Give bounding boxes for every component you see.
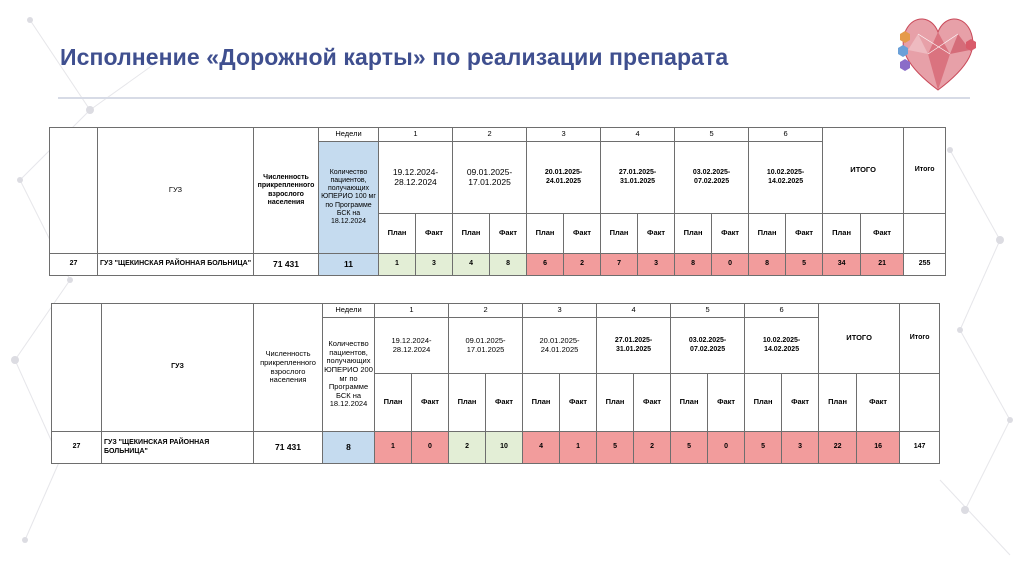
cell-w4-plan: 5 (597, 432, 634, 464)
plan-label: План (453, 214, 490, 254)
cell-w6-plan: 8 (749, 254, 786, 276)
plan-label: План (823, 214, 861, 254)
fact-label: Факт (857, 374, 900, 432)
header-num (50, 128, 98, 254)
cell-w4-fact: 3 (638, 254, 675, 276)
week-number-4: 4 (601, 128, 675, 142)
title-divider (58, 97, 970, 99)
cell-w4-plan: 7 (601, 254, 638, 276)
fact-label: Факт (712, 214, 749, 254)
roadmap-table-200mg (51, 303, 940, 464)
cell-grand-total: 147 (900, 432, 940, 464)
plan-label: План (449, 374, 486, 432)
week-range-2: 09.01.2025- 17.01.2025 (453, 142, 527, 214)
cell-w1-plan: 1 (379, 254, 416, 276)
cell-w1-plan: 1 (375, 432, 412, 464)
fact-label: Факт (490, 214, 527, 254)
fact-label: Факт (708, 374, 745, 432)
fact-label: Факт (786, 214, 823, 254)
week-range-3: 20.01.2025- 24.01.2025 (523, 318, 597, 374)
plan-label: План (527, 214, 564, 254)
plan-label: План (749, 214, 786, 254)
fact-label: Факт (782, 374, 819, 432)
cell-total-plan: 34 (823, 254, 861, 276)
cell-w5-fact: 0 (712, 254, 749, 276)
week-number-3: 3 (523, 304, 597, 318)
week-range-1: 19.12.2024- 28.12.2024 (375, 318, 449, 374)
cell-w2-plan: 2 (449, 432, 486, 464)
plan-label: План (375, 374, 412, 432)
week-range-1: 19.12.2024- 28.12.2024 (379, 142, 453, 214)
cell-w3-fact: 2 (564, 254, 601, 276)
grand-total-blank (900, 374, 940, 432)
week-number-3: 3 (527, 128, 601, 142)
plan-label: План (601, 214, 638, 254)
row-population: 71 431 (254, 254, 319, 276)
header-population: Численность прикрепленного взрослого населения (254, 304, 323, 432)
cell-w1-fact: 3 (416, 254, 453, 276)
header-grand-total: Итого (900, 304, 940, 374)
cell-total-plan: 22 (819, 432, 857, 464)
table-row (52, 432, 940, 464)
plan-label: План (671, 374, 708, 432)
week-number-1: 1 (379, 128, 453, 142)
fact-label: Факт (486, 374, 523, 432)
cell-w2-fact: 8 (490, 254, 527, 276)
header-guz: ГУЗ (102, 304, 254, 432)
header-patients: Количество пациентов, получающих ЮПЕРИО 200 мг по Программе БСК на 18.12.2024 (323, 318, 375, 432)
fact-label: Факт (416, 214, 453, 254)
cell-w5-fact: 0 (708, 432, 745, 464)
plan-label: План (745, 374, 782, 432)
fact-label: Факт (634, 374, 671, 432)
cell-w1-fact: 0 (412, 432, 449, 464)
week-number-4: 4 (597, 304, 671, 318)
cell-w6-fact: 5 (786, 254, 823, 276)
fact-label: Факт (564, 214, 601, 254)
row-guz-name: ГУЗ "ЩЕКИНСКАЯ РАЙОННАЯ БОЛЬНИЦА" (98, 254, 254, 276)
week-number-1: 1 (375, 304, 449, 318)
header-total: ИТОГО (819, 304, 900, 374)
cell-w2-fact: 10 (486, 432, 523, 464)
cell-w5-plan: 5 (671, 432, 708, 464)
cell-w3-fact: 1 (560, 432, 597, 464)
week-number-2: 2 (449, 304, 523, 318)
plan-label: План (379, 214, 416, 254)
cell-w2-plan: 4 (453, 254, 490, 276)
header-total: ИТОГО (823, 128, 904, 214)
week-range-5: 03.02.2025- 07.02.2025 (671, 318, 745, 374)
cell-w5-plan: 8 (675, 254, 712, 276)
header-population: Численность прикрепленного взрослого населения (254, 128, 319, 254)
week-range-3: 20.01.2025- 24.01.2025 (527, 142, 601, 214)
cell-w6-plan: 5 (745, 432, 782, 464)
row-patients: 11 (319, 254, 379, 276)
row-population: 71 431 (254, 432, 323, 464)
heart-logo-icon (888, 4, 988, 96)
header-num (52, 304, 102, 432)
header-guz: ГУЗ (98, 128, 254, 254)
row-num: 27 (50, 254, 98, 276)
header-weeks: Недели (323, 304, 375, 318)
week-number-6: 6 (749, 128, 823, 142)
cell-w3-plan: 4 (523, 432, 560, 464)
week-range-4: 27.01.2025- 31.01.2025 (601, 142, 675, 214)
roadmap-table-100mg (49, 127, 946, 276)
week-range-5: 03.02.2025- 07.02.2025 (675, 142, 749, 214)
week-range-2: 09.01.2025- 17.01.2025 (449, 318, 523, 374)
row-patients: 8 (323, 432, 375, 464)
cell-w4-fact: 2 (634, 432, 671, 464)
cell-total-fact: 16 (857, 432, 900, 464)
fact-label: Факт (861, 214, 904, 254)
week-range-6: 10.02.2025- 14.02.2025 (745, 318, 819, 374)
cell-grand-total: 255 (904, 254, 946, 276)
header-weeks: Недели (319, 128, 379, 142)
week-number-2: 2 (453, 128, 527, 142)
plan-label: План (819, 374, 857, 432)
week-range-4: 27.01.2025- 31.01.2025 (597, 318, 671, 374)
page-title: Исполнение «Дорожной карты» по реализации препарата (60, 44, 729, 70)
plan-label: План (675, 214, 712, 254)
cell-total-fact: 21 (861, 254, 904, 276)
row-guz-name: ГУЗ "ЩЕКИНСКАЯ РАЙОННАЯ БОЛЬНИЦА" (102, 432, 254, 464)
row-num: 27 (52, 432, 102, 464)
table-row (50, 254, 946, 276)
week-range-6: 10.02.2025- 14.02.2025 (749, 142, 823, 214)
fact-label: Факт (560, 374, 597, 432)
grand-total-blank (904, 214, 946, 254)
plan-label: План (523, 374, 560, 432)
week-number-6: 6 (745, 304, 819, 318)
fact-label: Факт (412, 374, 449, 432)
fact-label: Факт (638, 214, 675, 254)
cell-w6-fact: 3 (782, 432, 819, 464)
cell-w3-plan: 6 (527, 254, 564, 276)
header-grand-total: Итого (904, 128, 946, 214)
header-patients: Количество пациентов, получающих ЮПЕРИО 100 мг по Программе БСК на 18.12.2024 (319, 142, 379, 254)
week-number-5: 5 (675, 128, 749, 142)
week-number-5: 5 (671, 304, 745, 318)
plan-label: План (597, 374, 634, 432)
